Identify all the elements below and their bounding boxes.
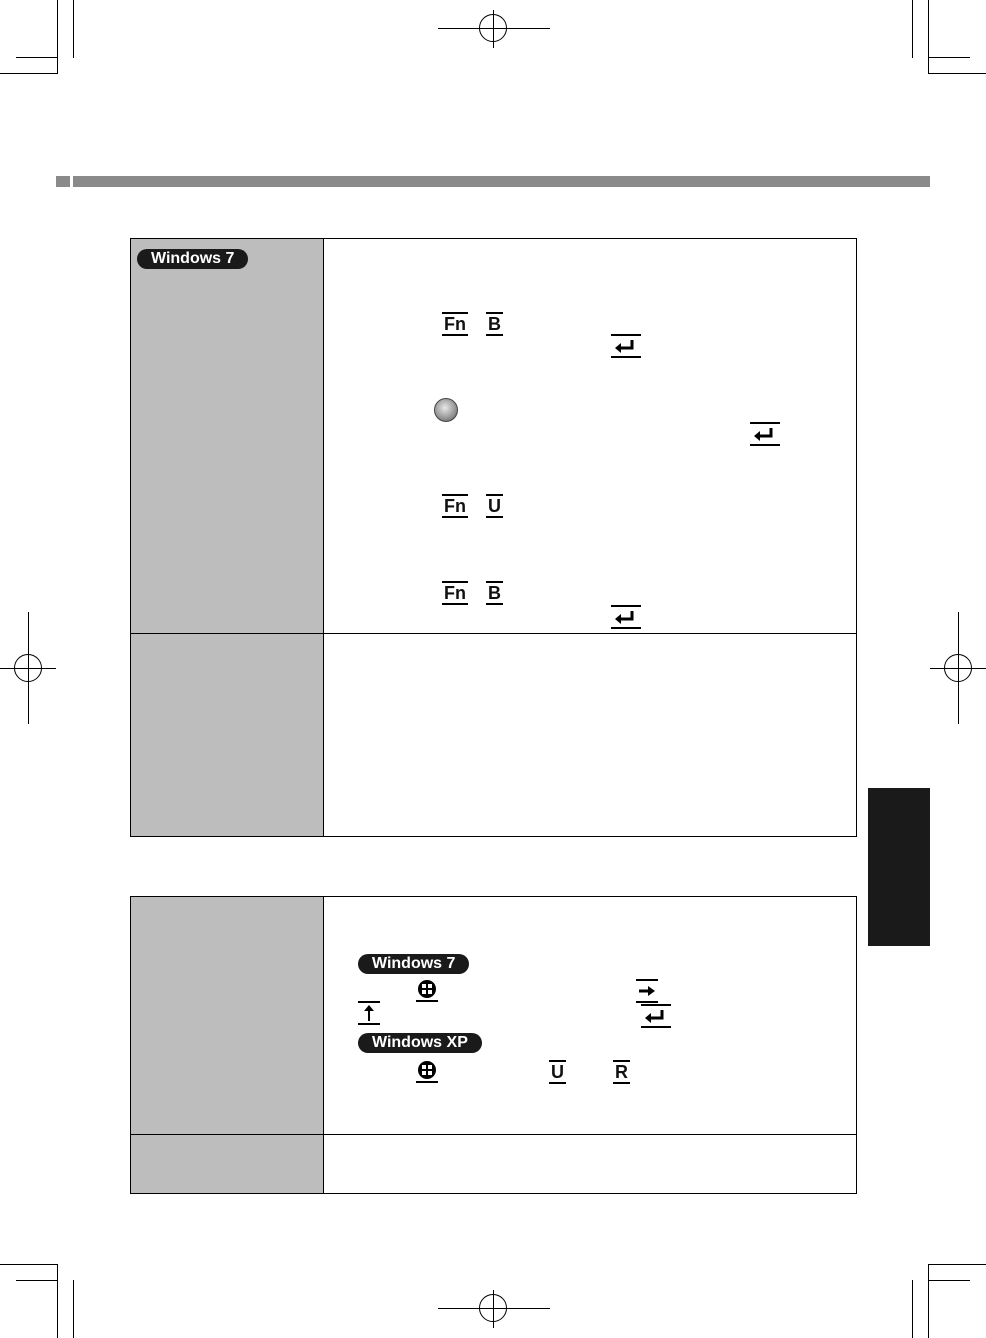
fn-key: Fn — [444, 314, 466, 334]
windows-key-icon — [416, 1059, 438, 1083]
fn-key: Fn — [444, 583, 466, 603]
fn-key: Fn — [444, 496, 466, 516]
enter-key-icon — [611, 605, 641, 629]
os-badge-windows-7: Windows 7 — [358, 954, 469, 974]
os-badge-windows-7: Windows 7 — [137, 249, 248, 269]
header-bar-notch — [70, 176, 73, 187]
table-1 — [130, 238, 857, 837]
table-2 — [130, 896, 857, 1194]
u-key: U — [488, 496, 501, 516]
tab-key-icon — [636, 979, 658, 1003]
r-key: R — [615, 1062, 628, 1082]
b-key: B — [488, 583, 501, 603]
table-2-left-column — [131, 897, 324, 1193]
enter-key-icon — [641, 1004, 671, 1028]
shift-key-icon — [358, 1001, 380, 1025]
start-orb-icon — [434, 398, 458, 422]
enter-key-icon — [750, 422, 780, 446]
u-key: U — [551, 1062, 564, 1082]
enter-key-icon — [611, 334, 641, 358]
table-2-row-divider — [131, 1134, 856, 1135]
table-1-row-divider — [131, 633, 856, 634]
table-1-left-column — [131, 239, 324, 836]
chapter-side-tab — [868, 788, 930, 946]
section-header-bar — [56, 176, 930, 187]
windows-key-icon — [416, 978, 438, 1002]
b-key: B — [488, 314, 501, 334]
os-badge-windows-xp: Windows XP — [358, 1033, 482, 1053]
